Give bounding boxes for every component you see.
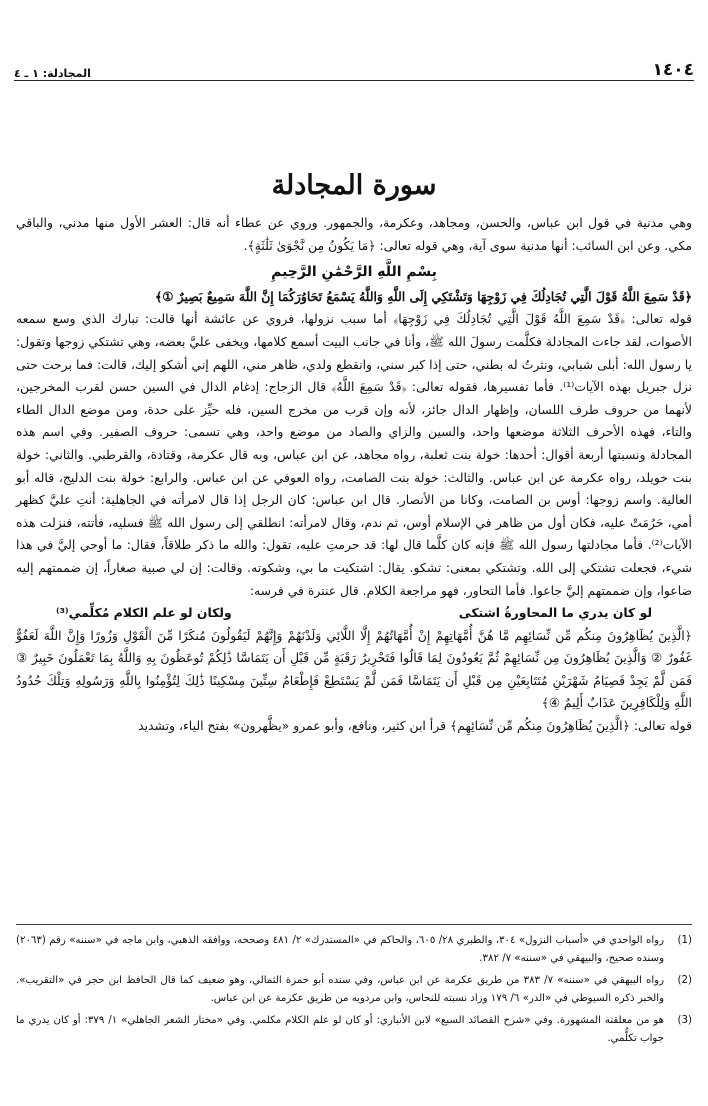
footnote-number: (3) [677, 1015, 692, 1026]
footnote-text: رواه الواحدي في «أسباب النزول» ٣٠٤، والطبري ٢٨/ ٦٠٥، والحاكم في «المستدرك» ٢/ ٤٨١ وصححه، ووافقه الذهبي، وابن ماجه في «سننه» رقم (٢٠٦٣) وسنده صحيح، والبيهقي في «سننه» ٧/ ٣٨٢. [16, 935, 664, 964]
verse-1: ﴿قَدْ سَمِعَ اللَّهُ قَوْلَ الَّتِي تُجَادِلُكَ فِي زَوْجِهَا وَتَشْتَكِي إِلَى اللَّهِ وَاللَّهُ يَسْمَعُ تَحَاوُرَكُمَا إِنَّ اللَّهَ سَمِيعٌ بَصِيرٌ ①﴾ [154, 288, 692, 304]
surah-title: سورة المجادلة [271, 170, 437, 201]
intro-paragraph: وهي مدنية في قول ابن عباس، والحسن، ومجاهد، وعكرمة، والجمهور. وروي عن عطاء أنه قال: العشر الأول منها مدني، والباقي مكي. وعن ابن السائب: أنها مدنية سوى آية، وهي قوله تعالى: ﴿مَا يَكُونُ مِن نَّجْوَىٰ ثَلَٰثَةٍ﴾. [16, 215, 692, 253]
poem-hemistich-1: لو كان يدري ما المحاورةُ اشتكى [458, 605, 652, 621]
footnote-text: رواه البيهقي في «سننه» ٧/ ٣٨٣ من طريق عكرمة عن ابن عباس، وفي سنده أبو حمزة الثمالي، وهو ضعيف كما قال الحافظ ابن حجر في «التقريب». والخبر ذكره السيوطي في «الدر» ٦/ ١٧٩ وزاد نسبته للنحاس، وابن مردويه من طريق عكرمة عن ابن عباس. [16, 975, 664, 1004]
footnote [16, 972, 692, 1008]
footnote [16, 1012, 692, 1048]
tafsir-paragraph-1: قوله تعالى: ﴿قَدْ سَمِعَ اللَّهُ قَوْلَ الَّتِي تُجَادِلُكَ فِي زَوْجِهَا﴾ أما سبب نزولها، فروي عن عائشة أنها قالت: تبارك الذي وسع سمعه الأصوات، لقد جاءت المجادلة فكلَّمت رسولَ الله ﷺ، وأنا في جانب البيت أسمع كلامها، ويخفى عليَّ بعضه، وهي تشتكي زوجها وتقول: يا رسول الله: أبلى شبابي، ونثرتُ له بطني، حتى إذا كبر سني، وانقطع ولدي، ظاهر مني، اللهم إني أشكو إليك، قالت: فما برحت حتى نزل جبريل بهذه الآيات⁽¹⁾. فأما تفسيرها، فقوله تعالى: ﴿قَدْ سَمِعَ اللَّهُ﴾ قال الزجاج: إدغام الدال في السين حسن لقرب المخرجين، لأنهما من حروف طرف اللسان، وإظهار الدال جائز، لأنه وإن قرب من مخرج السين، فله حيِّز على حدة، ومن موضع الدال الطاء والتاء، فهذه الأحرف الثلاثة موضعها واحد، والسين والزاي والصاد من موضع واحد، وهي تسمى: حروف الصفير. وفي اسم هذه المجادلة ونسبتها أربعة أقوال: أحدها: خولة بنت ثعلبة، رواه مجاهد، عن ابن عباس، وبه قال عكرمة، وقتادة، والقرطبي. والثاني: خولة بنت خويلد، رواه عكرمة عن ابن عباس. والثالث: خولة بنت الصامت، رواه العوفي عن ابن عباس. والرابع: خولة بنت الدليج، قاله أبو العالية. واسم زوجها: أوس بن الصامت، وكانا من الأنصار. قال ابن عباس: كان الرجل إذا قال لامرأته في الجاهلية: أنتِ عليَّ كظهر أمي، حَرُمَتْ عليه، فكان أول من ظاهر في الإسلام أوس، ثم ندم، وقال لامرأته: انطلقي إلى رسول الله ﷺ فسليه، فأتته، فنزلت هذه الآيات⁽²⁾. فأما مجادلتها رسول الله ﷺ فإنه كان كلَّما قال لها: قد حرمتِ عليه، تقول: والله ما ذكر طلاقاً، فقال: ما أوحي إليَّ في هذا شيء، فجعلت تشتكي إلى الله. وتشتكي بمعنى: تشكو. يقال: اشتكيت ما بي، وشكوته. وقالت: إن لي صبية صغاراً، إن ضممتهم إليه ضاعوا، وإن ضممتهم إليَّ جاعوا. فأما التحاور، فهو مراجعة الكلام. قال عنترة في فرسه: [16, 311, 692, 598]
verses-2-4: ﴿الَّذِينَ يُظَاهِرُونَ مِنكُم مِّن نِّسَائِهِم مَّا هُنَّ أُمَّهَاتِهِمْ إِنْ أُمَّهَاتُهُمْ إِلَّا اللَّائِي وَلَدْنَهُمْ وَإِنَّهُمْ لَيَقُولُونَ مُنكَرًا مِّنَ الْقَوْلِ وَزُورًا وَإِنَّ اللَّهَ لَعَفُوٌّ غَفُورٌ ② وَالَّذِينَ يُظَاهِرُونَ مِن نِّسَائِهِمْ ثُمَّ يَعُودُونَ لِمَا قَالُوا فَتَحْرِيرُ رَقَبَةٍ مِّن قَبْلِ أَن يَتَمَاسَّا ذَٰلِكُمْ تُوعَظُونَ بِهِ وَاللَّهُ بِمَا تَعْمَلُونَ خَبِيرٌ ③ فَمَن لَّمْ يَجِدْ فَصِيَامُ شَهْرَيْنِ مُتَتَابِعَيْنِ مِن قَبْلِ أَن يَتَمَاسَّا فَمَن لَّمْ يَسْتَطِعْ فَإِطْعَامُ سِتِّينَ مِسْكِينًا ذَٰلِكَ لِتُؤْمِنُوا بِاللَّهِ وَرَسُولِهِ وَتِلْكَ حُدُودُ اللَّهِ وَلِلْكَافِرِينَ عَذَابٌ أَلِيمٌ ④﴾ [16, 627, 692, 711]
page-number: ١٤٠٤ [652, 60, 694, 80]
main-text [16, 212, 692, 738]
basmala: بِسْمِ اللَّهِ الرَّحْمَٰنِ الرَّحِيمِ [271, 264, 437, 281]
footnotes [16, 932, 692, 1052]
poem-hemistich-2: ولكان لو علم الكلام مُكلِّمي⁽³⁾ [56, 605, 232, 621]
footnote-number: (2) [677, 975, 692, 986]
footnote-text: هو من معلقته المشهورة. وفي «شرح القصائد السبع» لابن الأنباري: أو كان لو علم الكلام مكلمي. وفي «مختار الشعر الجاهلي» ١/ ٣٧٩: أو كان يدري ما جواب تكلُّمي. [16, 1015, 664, 1044]
page-header [14, 58, 694, 81]
footnote [16, 932, 692, 968]
running-title: المجادلة: ١ ـ ٤ [14, 67, 91, 80]
footnote-separator [16, 924, 692, 925]
poem-verse [16, 602, 692, 625]
tafsir-paragraph-2: قوله تعالى: ﴿الَّذِينَ يُظَاهِرُونَ مِنكُم مِّن نِّسَائِهِم﴾ قرأ ابن كثير، ونافع، وأبو عمرو «يظَّهرون» بفتح الياء، وتشديد [138, 718, 692, 734]
footnote-number: (1) [677, 935, 692, 946]
